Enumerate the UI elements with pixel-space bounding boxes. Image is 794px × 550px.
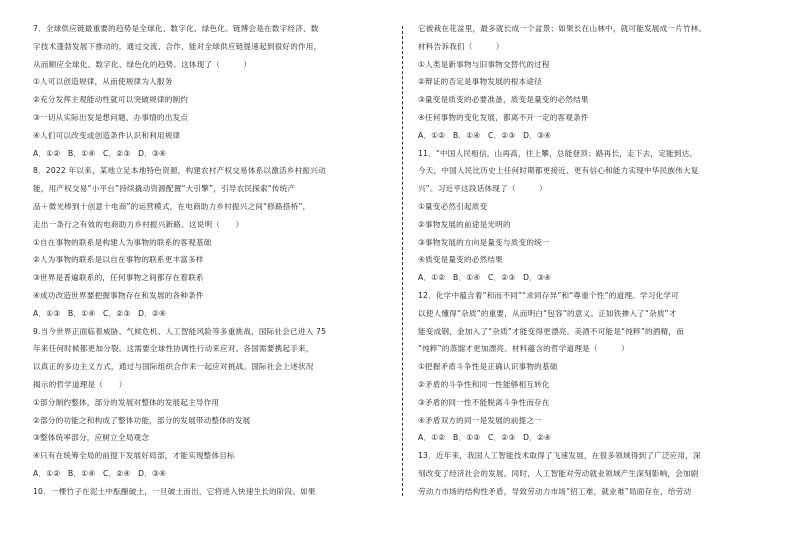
left-column-text-line: 揭示的哲学道理是（ ） [33, 379, 127, 389]
right-column-text-line: ②事物发展的前途是光明的 [418, 219, 511, 229]
left-column [33, 20, 385, 501]
left-column-text-line: 品＋微光棒到十创意十电商”的运营模式，在电商助力乡村振兴之间“修路搭桥”， [33, 201, 311, 211]
right-column-text-line: 12．化学中蕴含着“和而不同”“求同存异”和“尊重个性”的道理。学习化学可 [418, 290, 679, 300]
right-column-text-line: ①人类是新事物与旧事物交替代的过程 [418, 59, 550, 69]
left-column-text-line: ④成功改造世界要把握事物存在和发展的各种条件 [33, 290, 204, 300]
left-column-text-line: A．①② B．①④ C．②③ D．③④ [33, 148, 166, 158]
left-column-text-line: 能，用产权交易“小平台”持续撬动资源配置“大引擎”，引导农民探索“传统产 [33, 184, 296, 194]
left-column-text-line: 以真正的多边主义方式，通过与国际组织合作来一起应对挑战。国际社会上述状况 [33, 362, 314, 372]
left-column-text-line: ④只有在统筹全局的前提下发展好局部，才能实现整体目标 [33, 451, 235, 461]
left-column-text-line: 10．一棵竹子在泥土中酝酿破土，一旦破土而出，它将进入快速生长的阶段。如果 [33, 486, 316, 496]
left-column-text-line: ③整体统率部分，应树立全局观念 [33, 433, 150, 443]
right-column-text-line: ③矛盾的同一性不能脱离斗争性而存在 [418, 397, 550, 407]
right-column-text-line: 它被栽在花盆里，最多就长成一个盆景；如果长在山林中，就可能发展成一片竹林。 [418, 24, 707, 33]
left-column-text-line: 7．全球供应链最重要的趋势是全球化、数字化、绿色化。链博会是在数字经济、数 [33, 24, 319, 33]
right-column-text-line: 兴”。习近平这段话体现了（ ） [418, 184, 547, 194]
right-column-text-line: ④质变是量变的必然结果 [418, 255, 503, 265]
column-divider [402, 26, 403, 496]
left-column-text-line: ③一切从实际出发是想问题、办事情的出发点 [33, 112, 189, 122]
left-column-text-line: 9.当今世界正面临着威胁、气候危机、人工智能风险等多重挑战，国际社会已进入 75 [33, 326, 327, 336]
left-column-text-line: 字技术蓬勃发展下推动的，通过交流、合作，能对全球供应链提速起到很好的作用， [33, 41, 322, 51]
left-column-text-line: ①人可以创造规律，从而使规律为人服务 [33, 77, 173, 87]
right-column-text-line: ④矛盾双方的同一是发展的前提之一 [418, 415, 542, 425]
right-column-text-line: 劳动力市场的结构性矛盾，导致劳动力市场“招工难，就业难”局面存在，给劳动 [418, 486, 692, 496]
left-column-text-line: ②人为事物的联系是以自在事物的联系更丰富多样 [33, 255, 204, 265]
right-column-text-line: ①把握矛盾斗争性是正确认识事物的基础 [418, 362, 558, 372]
right-column-text-line: ③量变是质变的必要准备，质变是量变的必然结果 [418, 95, 589, 105]
right-column-text-line: 材料告诉我们（ ） [418, 41, 504, 51]
left-column-text-line: ①部分制约整体，部分的发展对整体的发展起主导作用 [33, 397, 220, 407]
left-column-text-line: 走出一条行之有效的电商助力乡村振兴新路。这说明（ ） [33, 219, 244, 229]
right-column-text-line: 能变成钢，金加入了“杂质”才能变得更漂亮。美酒不可能是“纯粹”的酒精，而 [418, 326, 684, 336]
left-column-text-line: 8．2022 年以来，某地立足本地特色资源，构建农村产权交易体系以激活乡村振兴动 [33, 166, 326, 176]
right-column-text-line: 刻改变了经济社会的发展。同时，人工智能对劳动就业领域产生深刻影响，会加剧 [418, 468, 699, 478]
left-column-text-line: ③世界是普遍联系的，任何事物之间都存在着联系 [33, 273, 204, 283]
right-column-text-line: “纯粹”的蒸馏才更加漂亮。材料蕴含的哲学道理是（ ） [418, 344, 629, 354]
right-column-text-line: A．①② B．①④ C．②③ D．③④ [418, 130, 551, 140]
left-column-text-line: ①自在事物的联系是构建人为事物的联系的客观基础 [33, 237, 212, 247]
right-column-text-line: ①量变必然引起质变 [418, 201, 488, 211]
left-column-text-line: ②充分发挥主观能动性就可以突破规律的制约 [33, 95, 189, 105]
right-column-text-line: A．①② B．①③ C．②③ D．②④ [418, 433, 551, 443]
left-column-text-line: 年来任何时候都更加分裂。这需要全球性协调性行动来应对。各国需要携起手来， [33, 344, 314, 354]
left-column-text-line: 从而顺应全球化、数字化、绿色化的趋势。这体现了（ ） [33, 59, 252, 69]
left-column-text-line: ②部分的功能之和构成了整体功能，部分的发展带动整体的发展 [33, 415, 251, 425]
left-column-text-line: A．①② B．①④ C．②④ D．③④ [33, 468, 166, 478]
right-column-text-line: ②矛盾的斗争性和同一性能够相互转化 [418, 379, 550, 389]
right-column-text-line: 13．近年来，我国人工智能技术取得了飞速发展，在很多领域得到了广泛应用，深 [418, 451, 701, 461]
right-column-text-line: 今天，中国人民比历史上任何时期都更接近、更有信心和能力实现中华民族伟大复 [418, 166, 699, 176]
right-column-text-line: 以使人懂得“杂质”的重要，从而明白“包容”的意义。正如铁掺入了“杂质”才 [418, 308, 677, 318]
right-column-text-line: ③事物发展的方向是量变与质变的统一 [418, 237, 550, 247]
right-column-text-line: 11．“中国人民相信，山再高，往上攀，总能登顶；路再长，走下去，定能到达。 [418, 148, 698, 158]
right-column-text-line: ②辩证的否定是事物发展的根本途径 [418, 77, 542, 87]
left-column-text-line: A．①③ B．①④ C．②③ D．②④ [33, 308, 166, 318]
right-column [418, 20, 770, 501]
right-column-text-line: A．①② B．①④ C．②③ D．③④ [418, 273, 551, 283]
right-column-text-line: ④任何事物的变化发展，都离不开一定的客观条件 [418, 112, 589, 122]
left-column-text-line: ④人们可以改变或创造条件认识和利用规律 [33, 130, 181, 140]
